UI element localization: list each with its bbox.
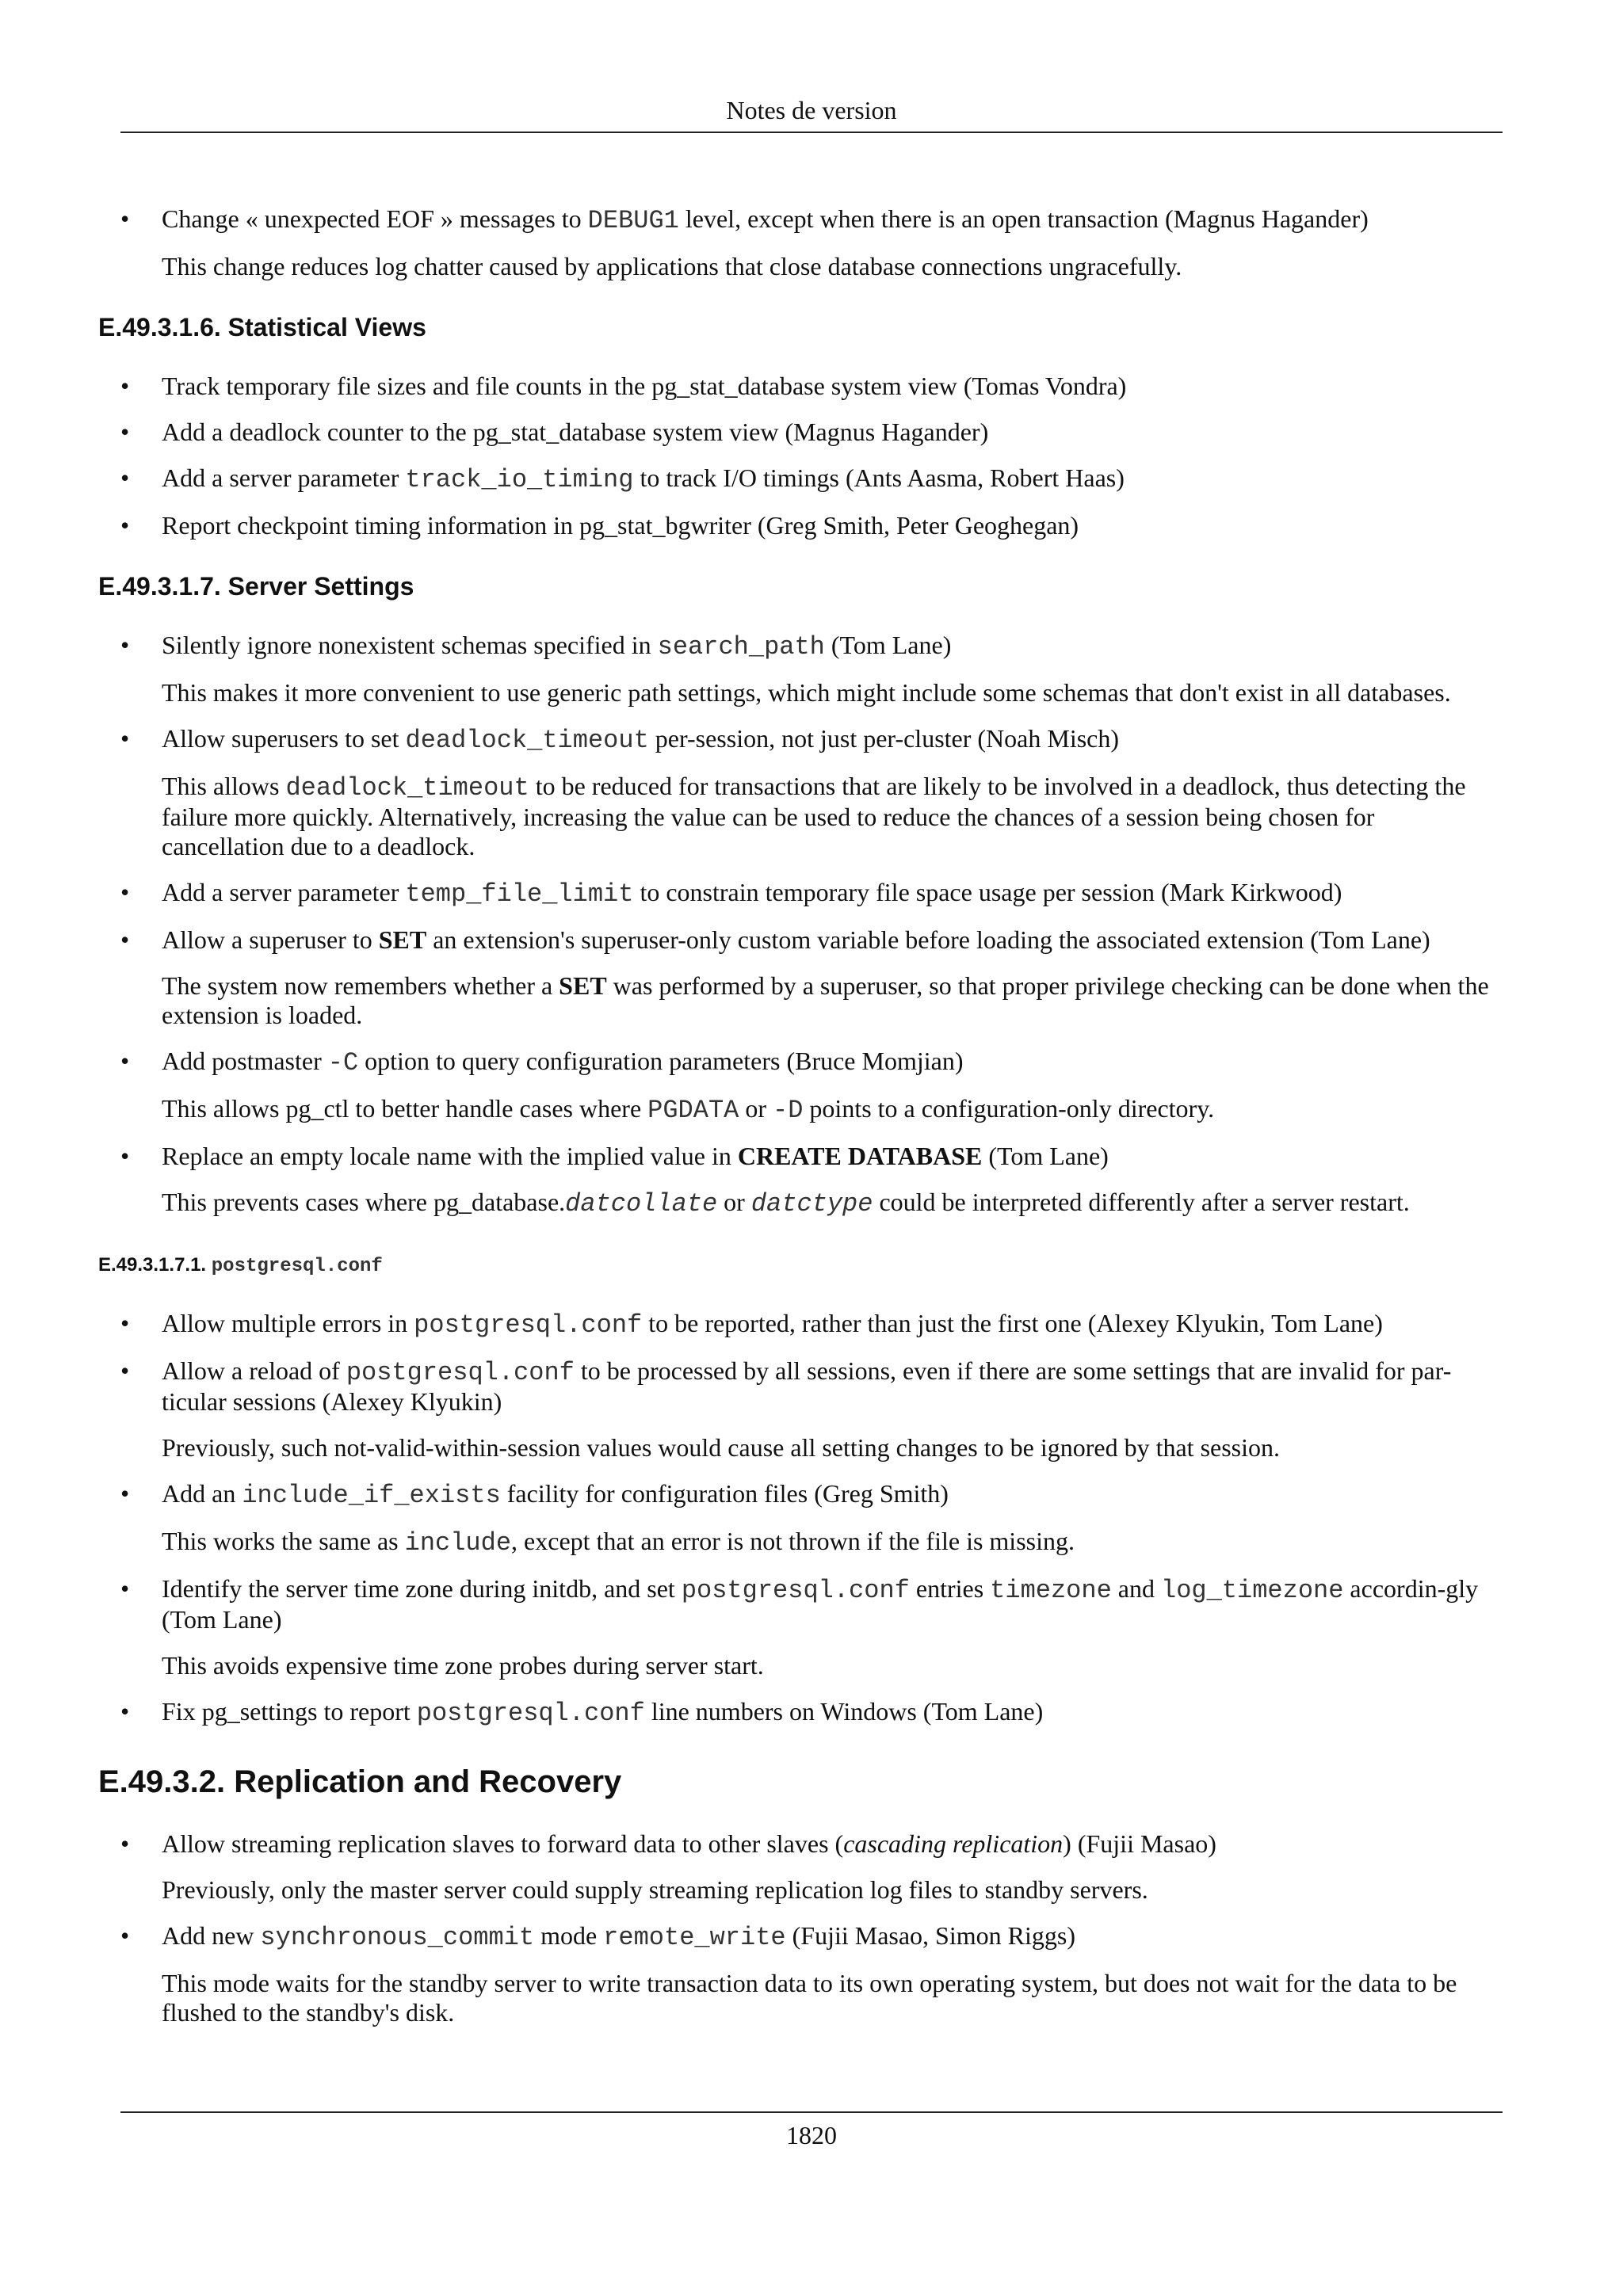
list-item <box>98 1921 1503 2027</box>
item-text: Allow superusers to set deadlock_timeout per-session, not just per-cluster (Noah Misch) <box>162 724 1120 755</box>
list-item <box>98 1356 1503 1463</box>
item-text: Replace an empty locale name with the implied value in CREATE DATABASE (Tom Lane) <box>162 1142 1109 1170</box>
item-text: Change « unexpected EOF » messages to DEBUG1 level, except when there is an open transaction (Magnus Hagander) <box>162 204 1369 235</box>
bullet: • <box>120 372 130 400</box>
bullet: • <box>120 511 130 540</box>
intro-list <box>98 204 1503 281</box>
server-settings-list <box>98 631 1503 1219</box>
list-item <box>98 511 1503 540</box>
list-item <box>98 418 1503 447</box>
statistical-views-list <box>98 372 1503 540</box>
section-heading-postgresql-conf: E.49.3.1.7.1. postgresql.conf <box>98 1254 383 1277</box>
page-number: 1820 <box>786 2121 837 2149</box>
item-note: This avoids expensive time zone probes during server start. <box>162 1651 764 1680</box>
section-heading-server-settings: E.49.3.1.7. Server Settings <box>98 572 414 601</box>
list-item <box>98 925 1503 1030</box>
bullet: • <box>120 878 130 906</box>
item-note: Previously, such not-valid-within-session values would cause all setting changes to be ignored by that session. <box>162 1433 1281 1462</box>
item-text: Add a deadlock counter to the pg_stat_database system view (Magnus Hagander) <box>162 418 989 446</box>
bullet: • <box>120 1047 130 1075</box>
bullet: • <box>120 418 130 446</box>
list-item <box>98 463 1503 494</box>
item-text: Add an include_if_exists facility for configuration files (Greg Smith) <box>162 1479 949 1510</box>
item-note: Previously, only the master server could supply streaming replication log files to standby servers. <box>162 1875 1148 1904</box>
list-item <box>98 1309 1503 1340</box>
bullet: • <box>120 724 130 753</box>
item-text: Silently ignore nonexistent schemas specified in search_path (Tom Lane) <box>162 631 952 662</box>
bullet: • <box>120 1921 130 1950</box>
item-text: Allow streaming replication slaves to forward data to other slaves (cascading replication) (Fujii Masao) <box>162 1829 1216 1858</box>
item-text: Report checkpoint timing information in pg_stat_bgwriter (Greg Smith, Peter Geoghegan) <box>162 511 1079 540</box>
bullet: • <box>120 925 130 954</box>
page-header-title: Notes de version <box>726 96 897 124</box>
item-text: Add postmaster -C option to query configuration parameters (Bruce Momjian) <box>162 1047 964 1077</box>
item-note: This allows pg_ctl to better handle cases where PGDATA or -D points to a configuration-only directory. <box>162 1094 1215 1125</box>
item-text: Add new synchronous_commit mode remote_write (Fujii Masao, Simon Riggs) <box>162 1921 1075 1952</box>
list-item <box>98 878 1503 909</box>
page-header <box>120 89 1503 133</box>
bullet: • <box>120 1356 130 1385</box>
list-item <box>98 1142 1503 1219</box>
page-footer <box>120 2111 1503 2157</box>
list-item <box>98 1829 1503 1905</box>
section-heading-replication-recovery: E.49.3.2. Replication and Recovery <box>98 1764 622 1799</box>
document-body <box>98 204 1503 2044</box>
item-note: This mode waits for the standby server to write transaction data to its own operating system, but does not wait for the data to be flushed to the standby's disk. <box>162 1969 1457 2027</box>
list-item <box>98 631 1503 707</box>
item-text: Add a server parameter temp_file_limit to constrain temporary file space usage per session (Mark Kirkwood) <box>162 878 1342 909</box>
bullet: • <box>120 204 130 233</box>
item-note: This makes it more convenient to use generic path settings, which might include some schemas that don't exist in all databases. <box>162 678 1451 707</box>
item-note: This works the same as include, except that an error is not thrown if the file is missing. <box>162 1527 1075 1558</box>
item-note: This change reduces log chatter caused by applications that close database connections ungracefully. <box>162 252 1182 280</box>
bullet: • <box>120 1829 130 1858</box>
item-text: Fix pg_settings to report postgresql.conf line numbers on Windows (Tom Lane) <box>162 1697 1044 1728</box>
list-item <box>98 1479 1503 1558</box>
replication-recovery-list <box>98 1829 1503 2027</box>
item-text: Identify the server time zone during initdb, and set postgresql.conf entries timezone and log_timezone accordin-gly (Tom Lane) <box>162 1574 1479 1634</box>
bullet: • <box>120 1574 130 1603</box>
item-note: This prevents cases where pg_database.datcollate or datctype could be interpreted differently after a server restart. <box>162 1188 1410 1219</box>
list-item <box>98 724 1503 861</box>
item-text: Allow a reload of postgresql.conf to be processed by all sessions, even if there are some settings that are invalid for par-ticular sessions (Alexey Klyukin) <box>162 1356 1452 1416</box>
list-item <box>98 1047 1503 1125</box>
item-note: The system now remembers whether a SET was performed by a superuser, so that proper privilege checking can be done when the extension is loaded. <box>162 971 1489 1029</box>
bullet: • <box>120 1309 130 1337</box>
item-text: Allow multiple errors in postgresql.conf to be reported, rather than just the first one (Alexey Klyukin, Tom Lane) <box>162 1309 1383 1340</box>
bullet: • <box>120 1479 130 1508</box>
bullet: • <box>120 631 130 659</box>
postgresql-conf-list <box>98 1309 1503 1728</box>
item-text: Add a server parameter track_io_timing to track I/O timings (Ants Aasma, Robert Haas) <box>162 463 1125 494</box>
item-text: Track temporary file sizes and file counts in the pg_stat_database system view (Tomas Vondra) <box>162 372 1127 400</box>
bullet: • <box>120 1697 130 1726</box>
list-item <box>98 1574 1503 1680</box>
section-heading-statistical-views: E.49.3.1.6. Statistical Views <box>98 313 426 341</box>
item-note: This allows deadlock_timeout to be reduced for transactions that are likely to be involved in a deadlock, thus detecting the failure more quickly. Alternatively, increasing the value can be used to reduce the chances of a session being chosen for cancellation due to a deadlock. <box>162 772 1466 860</box>
list-item <box>98 204 1503 281</box>
list-item <box>98 372 1503 401</box>
list-item <box>98 1697 1503 1728</box>
bullet: • <box>120 463 130 492</box>
bullet: • <box>120 1142 130 1170</box>
item-text: Allow a superuser to SET an extension's superuser-only custom variable before loading the associated extension (Tom Lane) <box>162 925 1430 954</box>
